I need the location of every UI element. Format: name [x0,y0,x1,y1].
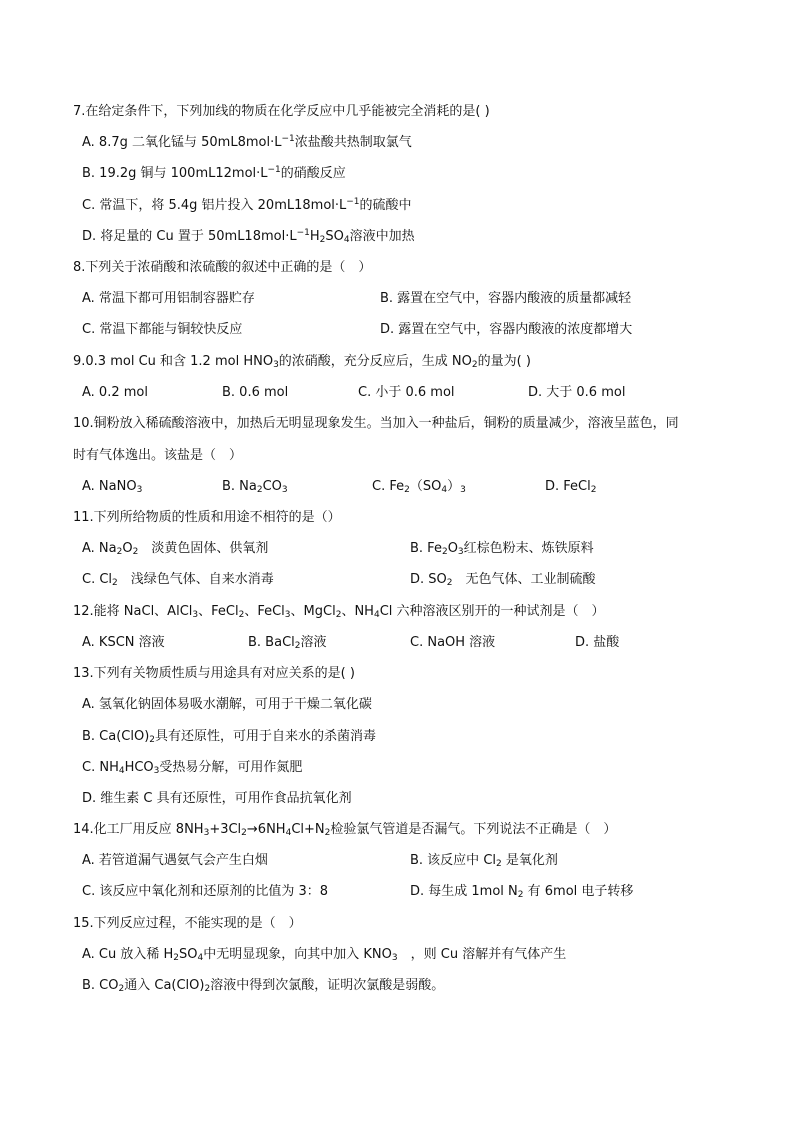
question-7-stem: 7.在给定条件下，下列加线的物质在化学反应中几乎能被完全消耗的是( ) [73,104,490,119]
question-9-option-d: D. 大于 0.6 mol [528,385,626,400]
question-13-option-c: C. $NH_4HCO_3$受热易分解，可用作氮肥 [82,760,303,776]
question-14-stem: 14.化工厂用反应 $8NH_3+3Cl_2\to 6NH_4Cl+N_2$检验氯气管道是否漏气。下列说法不正确是（ ） [73,822,617,838]
question-8-stem: 8.下列关于浓硝酸和浓硫酸的叙述中正确的是（ ） [73,260,372,275]
question-9-option-c: C. 小于 0.6 mol [358,385,455,400]
question-11-option-c: C. $Cl_2$ 浅绿色气体、自来水消毒 [82,572,274,588]
question-10-option-c: C. $Fe_2(SO_4)_3$ [372,479,466,495]
question-7-option-a: A. 8.7g 二氧化锰与 $50mL8mol\cdot L^{-1}$浓盐酸共热制取氯气 [82,134,412,150]
question-14-option-a: A. 若管道漏气遇氨气会产生白烟 [82,853,268,868]
question-7-option-d: D. 将足量的 Cu 置于 $50mL18mol\cdot L^{-1}H_2SO_4$溶液中加热 [82,228,415,245]
question-11-option-b: B. $Fe_2O_3$红棕色粉末、炼铁原料 [410,541,594,557]
question-8-option-b: B. 露置在空气中，容器内酸液的质量都减轻 [380,291,632,306]
question-11-option-d: D. $SO_2$ 无色气体、工业制硫酸 [410,572,596,588]
question-7-option-c: C. 常温下，将 5.4g 铝片投入 $20mL18mol\cdot L^{-1}$的硫酸中 [82,197,412,213]
question-12-option-a: A. KSCN 溶液 [82,635,165,650]
question-14-option-d: D. 每生成 1mol $N_2$ 有 6mol 电子转移 [410,884,634,900]
question-15-option-a: A. Cu 放入稀 $H_2SO_4$中无明显现象，向其中加入 $KNO_3$ ，则 Cu 溶解并有气体产生 [82,947,567,963]
question-11-stem: 11.下列所给物质的性质和用途不相符的是（） [73,510,341,525]
question-8-option-c: C. 常温下都能与铜较快反应 [82,322,243,337]
question-14-option-c: C. 该反应中氧化剂和还原剂的比值为 3：8 [82,884,329,899]
question-13-option-d: D. 维生素 C 具有还原性，可用作食品抗氧化剂 [82,791,352,806]
question-10-option-d: D. FeCl$_2$ [545,479,597,495]
question-13-option-a: A. 氢氧化钠固体易吸水潮解，可用于干燥二氧化碳 [82,697,372,712]
question-9-option-b: B. 0.6 mol [222,385,289,400]
question-15-stem: 15.下列反应过程，不能实现的是（ ） [73,916,302,931]
question-10-option-a: A. NaNO$_3$ [82,479,143,495]
question-11-option-a: A. $Na_2O_2$ 淡黄色固体、供氧剂 [82,541,269,557]
question-13-stem: 13.下列有关物质性质与用途具有对应关系的是( ) [73,666,355,681]
question-13-option-b: B. $Ca(ClO)_2$具有还原性，可用于自来水的杀菌消毒 [82,729,377,745]
question-9-stem: 9.0.3 mol Cu 和含 1.2 mol $HNO_3$的浓硝酸，充分反应后，生成 $NO_2$的量为( ) [73,354,531,370]
question-10-option-b: B. $Na_2CO_3$ [222,479,288,495]
question-10-stem-line-2: 时有气体逸出。该盐是（ ） [73,448,243,463]
question-12-option-c: C. NaOH 溶液 [410,635,496,650]
question-8-option-d: D. 露置在空气中，容器内酸液的浓度都增大 [380,322,633,337]
question-14-option-b: B. 该反应中 $Cl_2$ 是氧化剂 [410,853,558,869]
question-10-stem-line-1: 10.铜粉放入稀硫酸溶液中，加热后无明显现象发生。当加入一种盐后，铜粉的质量减少，溶液呈蓝色，同 [73,416,679,431]
question-12-option-b: B. BaCl$_2$溶液 [248,635,327,651]
question-12-option-d: D. 盐酸 [575,635,620,650]
question-8-option-a: A. 常温下都可用铝制容器贮存 [82,291,255,306]
question-9-option-a: A. 0.2 mol [82,385,148,400]
question-15-option-b: B. $CO_2$通入 $Ca(ClO)_2$溶液中得到次氯酸，证明次氯酸是弱酸。 [82,978,445,994]
question-12-stem: 12.能将 NaCl、AlCl$_3$、FeCl$_2$、FeCl$_3$、MgCl$_2$、$NH_4Cl$ 六种溶液区别开的一种试剂是（ ） [73,604,605,620]
question-7-option-b: B. 19.2g 铜与 $100mL12mol\cdot L^{-1}$的硝酸反应 [82,165,346,181]
